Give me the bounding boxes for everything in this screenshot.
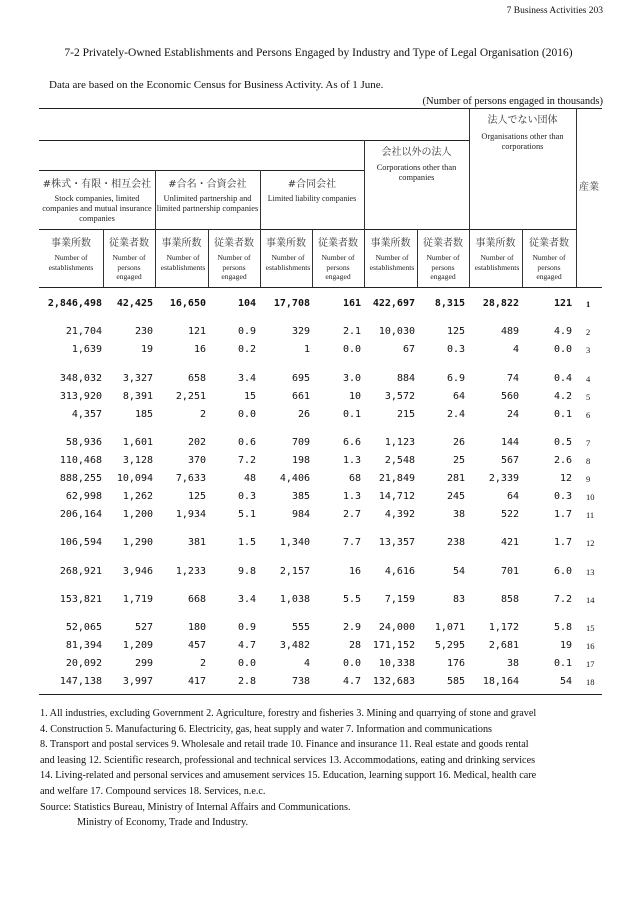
table-cell: 16 bbox=[348, 566, 361, 577]
table-cell: 245 bbox=[446, 491, 465, 502]
table-cell: 858 bbox=[500, 594, 519, 605]
vrule-industry bbox=[576, 108, 577, 287]
table-cell: 0.0 bbox=[553, 344, 572, 355]
table-cell: 3,946 bbox=[122, 566, 153, 577]
table-cell: 238 bbox=[446, 537, 465, 548]
table-cell: 104 bbox=[237, 298, 256, 309]
table-cell: 1,262 bbox=[122, 491, 153, 502]
table-cell: 10,030 bbox=[378, 326, 415, 337]
subheader-en: Number of establishments bbox=[474, 253, 520, 272]
table-cell: 2.1 bbox=[342, 326, 361, 337]
table-cell: 19 bbox=[140, 344, 153, 355]
table-cell: 668 bbox=[187, 594, 206, 605]
table-cell: 2,251 bbox=[175, 391, 206, 402]
footnote-line: 8. Transport and postal services 9. Wholesale and retail trade 10. Finance and insurance 11. Real estate and goods rental bbox=[40, 739, 529, 751]
table-cell: 125 bbox=[446, 326, 465, 337]
table-cell: 110,468 bbox=[59, 455, 102, 466]
table-cell: 0.9 bbox=[237, 326, 256, 337]
table-cell: 28,822 bbox=[482, 298, 519, 309]
table-cell: 7,159 bbox=[384, 594, 415, 605]
table-cell: 348,032 bbox=[59, 373, 102, 384]
table-cell: 58,936 bbox=[65, 437, 102, 448]
subheader-establishments bbox=[155, 234, 208, 272]
subheader-jp: 従業者数 bbox=[109, 238, 149, 249]
table-cell: 14,712 bbox=[378, 491, 415, 502]
footnote-line: 14. Living-related and personal services and amusement services 15. Education, learning support 16. Medical, health care bbox=[40, 770, 537, 782]
row-number: 1 bbox=[586, 299, 591, 309]
table-cell: 6.6 bbox=[342, 437, 361, 448]
table-cell: 13,357 bbox=[378, 537, 415, 548]
row-number: 3 bbox=[586, 345, 591, 355]
table-cell: 26 bbox=[297, 409, 310, 420]
table-cell: 9.8 bbox=[237, 566, 256, 577]
table-cell: 5.8 bbox=[553, 622, 572, 633]
table-cell: 1.7 bbox=[553, 509, 572, 520]
table-cell: 0.3 bbox=[446, 344, 465, 355]
table-cell: 695 bbox=[291, 373, 310, 384]
subheader-en: Number of persons engaged bbox=[321, 253, 355, 281]
table-cell: 147,138 bbox=[59, 676, 102, 687]
table-cell: 370 bbox=[187, 455, 206, 466]
row-number: 5 bbox=[586, 392, 591, 402]
table-cell: 313,920 bbox=[59, 391, 102, 402]
group-header-llc bbox=[260, 175, 364, 204]
subheader-en: Number of persons engaged bbox=[112, 253, 146, 281]
table-cell: 585 bbox=[446, 676, 465, 687]
table-cell: 1,123 bbox=[384, 437, 415, 448]
table-cell: 5.1 bbox=[237, 509, 256, 520]
table-cell: 125 bbox=[187, 491, 206, 502]
subheader-en: Number of establishments bbox=[265, 253, 311, 272]
subheader-persons bbox=[312, 234, 364, 282]
table-cell: 2,846,498 bbox=[47, 298, 102, 309]
footnote-line: and leasing 12. Scientific research, professional and technical services 13. Accommodations, eating and drinking services bbox=[40, 754, 536, 766]
header-bottom-rule bbox=[39, 287, 602, 288]
row-number: 9 bbox=[586, 474, 591, 484]
table-cell: 299 bbox=[134, 658, 153, 669]
table-cell: 106,594 bbox=[59, 537, 102, 548]
table-cell: 54 bbox=[452, 566, 465, 577]
table-cell: 83 bbox=[452, 594, 465, 605]
table-cell: 206,164 bbox=[59, 509, 102, 520]
table-cell: 198 bbox=[291, 455, 310, 466]
row-number: 13 bbox=[586, 567, 595, 577]
table-cell: 422,697 bbox=[372, 298, 415, 309]
source-line: Ministry of Economy, Trade and Industry. bbox=[77, 817, 249, 829]
subheader-persons bbox=[417, 234, 469, 282]
subheader-en: Number of persons engaged bbox=[426, 253, 460, 281]
header-rule-2 bbox=[39, 170, 364, 171]
table-cell: 10,094 bbox=[116, 473, 153, 484]
header-rule-1 bbox=[39, 140, 469, 141]
table-cell: 153,821 bbox=[59, 594, 102, 605]
table-cell: 2,157 bbox=[279, 566, 310, 577]
row-number: 17 bbox=[586, 659, 595, 669]
table-cell: 38 bbox=[452, 509, 465, 520]
table-cell: 121 bbox=[187, 326, 206, 337]
row-number: 18 bbox=[586, 677, 595, 687]
table-cell: 0.5 bbox=[553, 437, 572, 448]
table-cell: 10,338 bbox=[378, 658, 415, 669]
table-cell: 3,327 bbox=[122, 373, 153, 384]
table-cell: 74 bbox=[506, 373, 519, 384]
table-cell: 3,128 bbox=[122, 455, 153, 466]
table-cell: 180 bbox=[187, 622, 206, 633]
table-cell: 4.2 bbox=[553, 391, 572, 402]
table-cell: 0.1 bbox=[342, 409, 361, 420]
table-cell: 121 bbox=[553, 298, 572, 309]
table-cell: 171,152 bbox=[372, 640, 415, 651]
table-cell: 20,092 bbox=[65, 658, 102, 669]
table-cell: 0.9 bbox=[237, 622, 256, 633]
table-cell: 12 bbox=[559, 473, 572, 484]
table-cell: 42,425 bbox=[116, 298, 153, 309]
table-cell: 489 bbox=[500, 326, 519, 337]
table-cell: 17,708 bbox=[273, 298, 310, 309]
table-cell: 0.3 bbox=[553, 491, 572, 502]
group-header-stock-companies bbox=[39, 175, 155, 224]
table-cell: 176 bbox=[446, 658, 465, 669]
table-cell: 81,394 bbox=[65, 640, 102, 651]
table-cell: 21,704 bbox=[65, 326, 102, 337]
table-cell: 1,209 bbox=[122, 640, 153, 651]
group-header-partnership-companies bbox=[155, 175, 260, 214]
table-cell: 1,172 bbox=[488, 622, 519, 633]
table-cell: 4 bbox=[512, 344, 519, 355]
table-cell: 0.1 bbox=[553, 409, 572, 420]
table-cell: 417 bbox=[187, 676, 206, 687]
subheader-establishments bbox=[39, 234, 103, 272]
table-cell: 268,921 bbox=[59, 566, 102, 577]
table-cell: 555 bbox=[291, 622, 310, 633]
table-cell: 67 bbox=[402, 344, 415, 355]
table-cell: 1,719 bbox=[122, 594, 153, 605]
table-cell: 7.7 bbox=[342, 537, 361, 548]
row-number: 14 bbox=[586, 595, 595, 605]
table-cell: 16 bbox=[193, 344, 206, 355]
table-cell: 19 bbox=[559, 640, 572, 651]
table-cell: 0.2 bbox=[237, 344, 256, 355]
table-cell: 5,295 bbox=[434, 640, 465, 651]
table-cell: 661 bbox=[291, 391, 310, 402]
group-header-organisations bbox=[469, 111, 576, 152]
table-cell: 2.6 bbox=[553, 455, 572, 466]
subheader-persons bbox=[208, 234, 260, 282]
table-cell: 3,482 bbox=[279, 640, 310, 651]
table-cell: 1 bbox=[303, 344, 310, 355]
table-cell: 3.4 bbox=[237, 373, 256, 384]
table-cell: 3,572 bbox=[384, 391, 415, 402]
table-cell: 527 bbox=[134, 622, 153, 633]
table-cell: 701 bbox=[500, 566, 519, 577]
table-cell: 4,406 bbox=[279, 473, 310, 484]
group-header-en: Limited liability companies bbox=[267, 194, 357, 203]
table-cell: 4.7 bbox=[342, 676, 361, 687]
table-cell: 202 bbox=[187, 437, 206, 448]
table-cell: 3.4 bbox=[237, 594, 256, 605]
industry-column-label: 産業 bbox=[579, 182, 599, 193]
table-cell: 6.0 bbox=[553, 566, 572, 577]
table-cell: 4.9 bbox=[553, 326, 572, 337]
table-cell: 25 bbox=[452, 455, 465, 466]
table-cell: 8,391 bbox=[122, 391, 153, 402]
subheader-en: Number of establishments bbox=[369, 253, 415, 272]
table-cell: 0.6 bbox=[237, 437, 256, 448]
subheader-persons bbox=[522, 234, 576, 282]
table-cell: 1,934 bbox=[175, 509, 206, 520]
table-cell: 329 bbox=[291, 326, 310, 337]
table-cell: 381 bbox=[187, 537, 206, 548]
row-number: 6 bbox=[586, 410, 591, 420]
subheader-jp: 事業所数 bbox=[51, 238, 91, 249]
table-cell: 385 bbox=[291, 491, 310, 502]
subheader-jp: 従業者数 bbox=[529, 238, 569, 249]
group-header-jp: 会社以外の法人 bbox=[381, 147, 452, 158]
subheader-en: Number of establishments bbox=[160, 253, 206, 272]
table-cell: 7.2 bbox=[237, 455, 256, 466]
table-cell: 2,681 bbox=[488, 640, 519, 651]
footnotes bbox=[40, 706, 600, 831]
table-cell: 38 bbox=[506, 658, 519, 669]
row-number: 15 bbox=[586, 623, 595, 633]
table-cell: 0.0 bbox=[237, 409, 256, 420]
table-cell: 1,639 bbox=[71, 344, 102, 355]
table-bottom-rule bbox=[39, 694, 602, 695]
table-cell: 10 bbox=[348, 391, 361, 402]
subheader-jp: 事業所数 bbox=[161, 238, 202, 249]
row-number: 2 bbox=[586, 327, 591, 337]
table-cell: 6.9 bbox=[446, 373, 465, 384]
table-cell: 0.0 bbox=[237, 658, 256, 669]
table-cell: 0.1 bbox=[553, 658, 572, 669]
table-cell: 2.9 bbox=[342, 622, 361, 633]
subheader-jp: 従業者数 bbox=[214, 238, 254, 249]
table-cell: 1,038 bbox=[279, 594, 310, 605]
table-cell: 64 bbox=[506, 491, 519, 502]
row-number: 10 bbox=[586, 492, 595, 502]
table-top-rule bbox=[39, 108, 602, 109]
table-cell: 4,616 bbox=[384, 566, 415, 577]
table-cell: 215 bbox=[396, 409, 415, 420]
table-cell: 1,233 bbox=[175, 566, 206, 577]
group-header-en: Stock companies, limited companies and mutual insurance companies bbox=[42, 194, 152, 223]
table-cell: 24 bbox=[506, 409, 519, 420]
table-cell: 0.0 bbox=[342, 344, 361, 355]
group-header-jp: #株式・有限・相互会社 bbox=[42, 179, 152, 190]
table-cell: 62,998 bbox=[65, 491, 102, 502]
source-line: Source: Statistics Bureau, Ministry of Internal Affairs and Communications. bbox=[40, 801, 351, 813]
table-cell: 1.3 bbox=[342, 455, 361, 466]
table-cell: 1.5 bbox=[237, 537, 256, 548]
table-cell: 457 bbox=[187, 640, 206, 651]
table-cell: 884 bbox=[396, 373, 415, 384]
table-cell: 709 bbox=[291, 437, 310, 448]
table-cell: 5.5 bbox=[342, 594, 361, 605]
table-cell: 1,340 bbox=[279, 537, 310, 548]
table-cell: 567 bbox=[500, 455, 519, 466]
unit-note: (Number of persons engaged in thousands) bbox=[422, 96, 603, 107]
table-cell: 16,650 bbox=[169, 298, 206, 309]
table-cell: 52,065 bbox=[65, 622, 102, 633]
subheader-jp: 事業所数 bbox=[370, 238, 411, 249]
footnote-line: 1. All industries, excluding Government 2. Agriculture, forestry and fisheries 3. Mining and quarrying of stone and gravel bbox=[40, 708, 537, 719]
row-number: 7 bbox=[586, 438, 591, 448]
subheader-jp: 事業所数 bbox=[266, 238, 306, 249]
table-cell: 522 bbox=[500, 509, 519, 520]
table-cell: 2 bbox=[199, 409, 206, 420]
group-header-en: Organisations other than corporations bbox=[481, 132, 564, 151]
subheader-persons bbox=[103, 234, 155, 282]
row-number: 11 bbox=[586, 510, 595, 520]
table-cell: 1,601 bbox=[122, 437, 153, 448]
table-cell: 984 bbox=[291, 509, 310, 520]
table-cell: 18,164 bbox=[482, 676, 519, 687]
table-cell: 185 bbox=[134, 409, 153, 420]
group-header-corporations bbox=[364, 143, 469, 183]
table-title: 7-2 Privately-Owned Establishments and Persons Engaged by Industry and Type of Legal Organisation (2016) bbox=[64, 47, 573, 59]
header-rule-3 bbox=[39, 229, 576, 230]
table-cell: 2.7 bbox=[342, 509, 361, 520]
subheader-en: Number of persons engaged bbox=[532, 253, 566, 281]
table-cell: 4,357 bbox=[71, 409, 102, 420]
table-cell: 0.4 bbox=[553, 373, 572, 384]
subheader-en: Number of persons engaged bbox=[217, 253, 251, 281]
table-cell: 1.7 bbox=[553, 537, 572, 548]
table-cell: 64 bbox=[452, 391, 465, 402]
subheader-en: Number of establishments bbox=[48, 253, 94, 272]
row-number: 12 bbox=[586, 538, 595, 548]
group-header-en: Corporations other than companies bbox=[376, 163, 457, 182]
table-note: Data are based on the Economic Census for Business Activity. As of 1 June. bbox=[49, 79, 384, 91]
row-number: 4 bbox=[586, 374, 591, 384]
page-header: 7 Business Activities 203 bbox=[506, 6, 603, 16]
table-cell: 2.4 bbox=[446, 409, 465, 420]
table-cell: 28 bbox=[348, 640, 361, 651]
table-cell: 68 bbox=[348, 473, 361, 484]
table-cell: 1,290 bbox=[122, 537, 153, 548]
table-cell: 24,000 bbox=[378, 622, 415, 633]
table-cell: 7.2 bbox=[553, 594, 572, 605]
subheader-establishments bbox=[469, 234, 522, 272]
group-header-en: Unlimited partnership and limited partnership companies bbox=[156, 194, 259, 213]
table-cell: 421 bbox=[500, 537, 519, 548]
table-cell: 4,392 bbox=[384, 509, 415, 520]
subheader-jp: 従業者数 bbox=[318, 238, 358, 249]
group-header-jp: 法人でない団体 bbox=[487, 115, 558, 126]
table-cell: 281 bbox=[446, 473, 465, 484]
table-cell: 21,849 bbox=[378, 473, 415, 484]
subheader-jp: 事業所数 bbox=[475, 238, 516, 249]
subheader-jp: 従業者数 bbox=[423, 238, 463, 249]
table-cell: 132,683 bbox=[372, 676, 415, 687]
table-cell: 738 bbox=[291, 676, 310, 687]
group-header-jp: #合同会社 bbox=[287, 179, 337, 190]
table-cell: 1,200 bbox=[122, 509, 153, 520]
table-cell: 4 bbox=[303, 658, 310, 669]
table-cell: 230 bbox=[134, 326, 153, 337]
row-number: 16 bbox=[586, 641, 595, 651]
subheader-establishments bbox=[364, 234, 417, 272]
table-cell: 144 bbox=[500, 437, 519, 448]
subheader-establishments bbox=[260, 234, 312, 272]
table-cell: 3,997 bbox=[122, 676, 153, 687]
group-header-jp: #合名・合資会社 bbox=[168, 179, 247, 190]
table-cell: 560 bbox=[500, 391, 519, 402]
table-cell: 888,255 bbox=[59, 473, 102, 484]
table-cell: 2,339 bbox=[488, 473, 519, 484]
table-cell: 7,633 bbox=[175, 473, 206, 484]
table-cell: 26 bbox=[452, 437, 465, 448]
table-cell: 0.0 bbox=[342, 658, 361, 669]
table-cell: 2,548 bbox=[384, 455, 415, 466]
table-cell: 8,315 bbox=[434, 298, 465, 309]
footnote-line: 4. Construction 5. Manufacturing 6. Electricity, gas, heat supply and water 7. Information and communications bbox=[40, 723, 493, 735]
table-cell: 1,071 bbox=[434, 622, 465, 633]
table-cell: 2.8 bbox=[237, 676, 256, 687]
table-cell: 48 bbox=[243, 473, 256, 484]
table-cell: 3.0 bbox=[342, 373, 361, 384]
table-cell: 1.3 bbox=[342, 491, 361, 502]
table-cell: 658 bbox=[187, 373, 206, 384]
table-cell: 54 bbox=[559, 676, 572, 687]
table-cell: 0.3 bbox=[237, 491, 256, 502]
row-number: 8 bbox=[586, 456, 591, 466]
table-cell: 2 bbox=[199, 658, 206, 669]
footnote-line: and welfare 17. Compound services 18. Services, n.e.c. bbox=[40, 785, 266, 797]
table-cell: 161 bbox=[342, 298, 361, 309]
table-cell: 4.7 bbox=[237, 640, 256, 651]
table-cell: 15 bbox=[243, 391, 256, 402]
